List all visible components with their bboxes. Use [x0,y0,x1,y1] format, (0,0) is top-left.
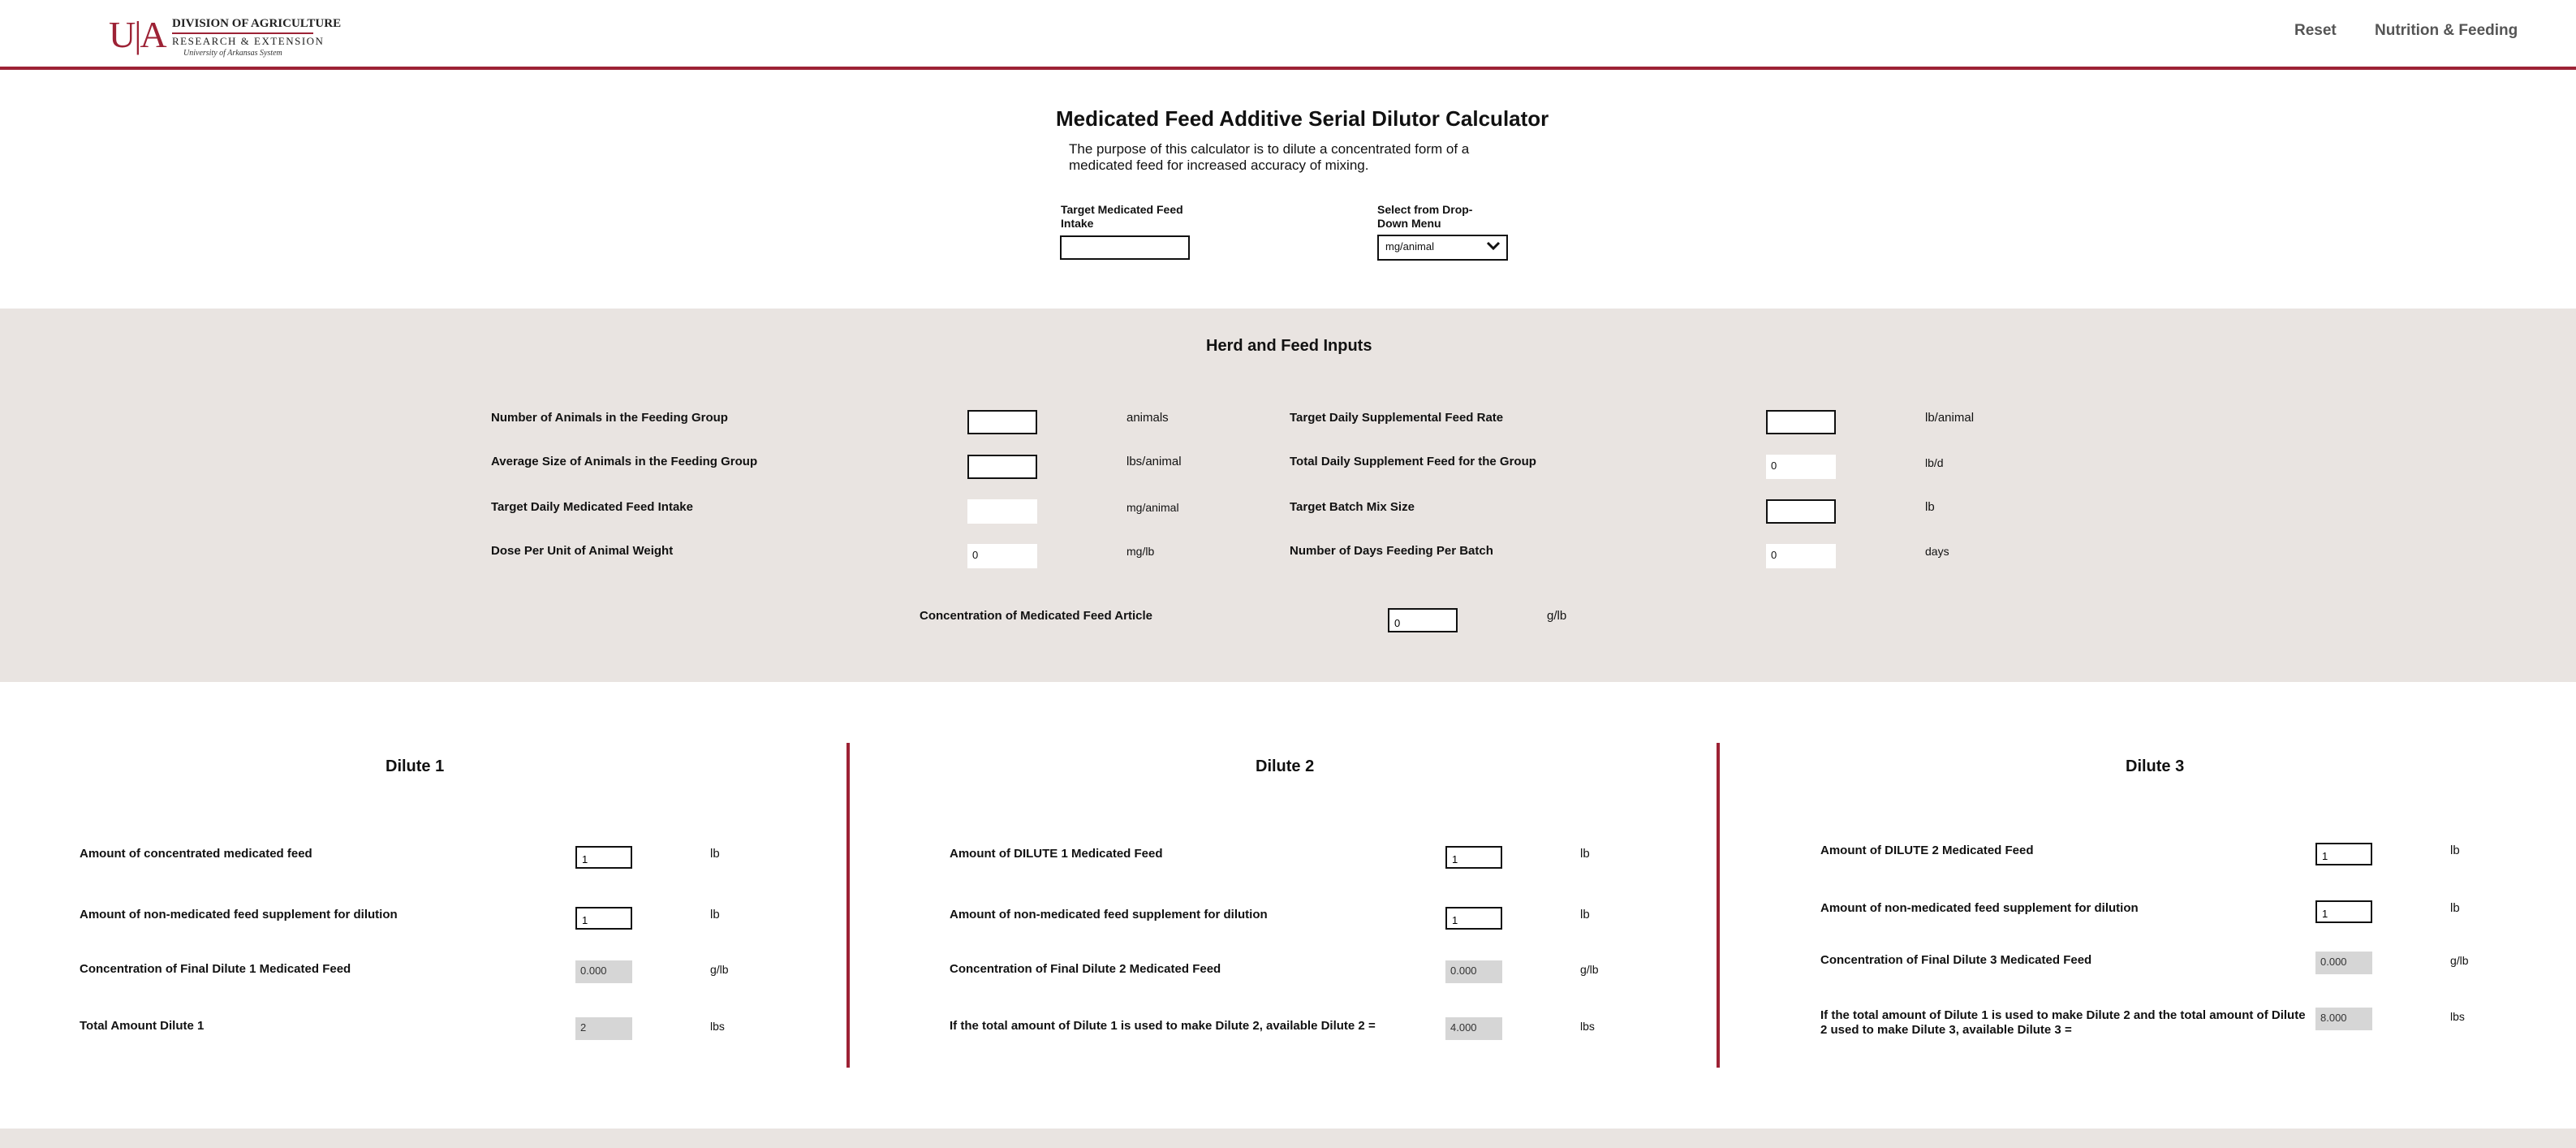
total-supp-unit: lb/d [1925,456,1944,469]
target-intake-label: Target Medicated Feed Intake [1061,203,1183,230]
daily-intake-unit: mg/animal [1126,501,1179,514]
days-per-batch-label: Number of Days Feeding Per Batch [1290,544,1493,558]
daily-intake-value [967,499,1037,524]
dilute-1-concentrated-input[interactable] [575,846,632,869]
dilute-3-dilute2-label: Amount of DILUTE 2 Medicated Feed [1820,844,2034,857]
batch-size-input[interactable] [1766,499,1836,524]
unit-select-value: mg/animal [1385,240,1434,252]
dilute-2-available-value: 4.000 [1445,1017,1502,1040]
dilute-2-title: Dilute 2 [1256,757,1315,775]
dilute-2-concentration-label: Concentration of Final Dilute 2 Medicated Feed [950,962,1221,976]
dilute-3-dilute2-unit: lb [2450,844,2460,857]
target-intake-input[interactable] [1060,235,1190,260]
dilute-3-concentration-unit: g/lb [2450,954,2469,967]
dose-per-weight-value: 0 [967,544,1037,568]
dose-per-weight-label: Dose Per Unit of Animal Weight [491,544,674,558]
avg-size-input[interactable] [967,455,1037,479]
dilute-1-concentration-label: Concentration of Final Dilute 1 Medicated Feed [80,962,351,976]
dilute-2-concentration-unit: g/lb [1580,963,1599,976]
dilute-2-dilute1-unit: lb [1580,847,1590,861]
dilute-divider-2 [1717,743,1720,1068]
dose-per-weight-unit: mg/lb [1126,545,1155,558]
days-per-batch-unit: days [1925,545,1949,558]
dilute-2-nonmedicated-label: Amount of non-medicated feed supplement for dilution [950,908,1268,921]
dilute-1-nonmedicated-label: Amount of non-medicated feed supplement for dilution [80,908,398,921]
total-supp-label: Total Daily Supplement Feed for the Group [1290,455,1536,468]
uada-logo[interactable] [109,14,342,58]
concentration-label: Concentration of Medicated Feed Article [920,609,1152,623]
dilute-3-available-unit: lbs [2450,1010,2465,1023]
supp-rate-input[interactable] [1766,410,1836,434]
footer-bar [0,1129,2576,1148]
dilute-3-available-label: If the total amount of Dilute 1 is used to make Dilute 2 and the total amount of Dilute 2 used to make Dilute 3, available Dilute 3 = [1820,1008,2306,1037]
daily-intake-label: Target Daily Medicated Feed Intake [491,500,693,514]
dilute-1-concentrated-unit: lb [710,847,720,861]
dilute-3-nonmedicated-input[interactable] [2315,900,2372,923]
dilute-1-nonmedicated-input[interactable] [575,907,632,930]
logo-mark: U|A [109,14,166,55]
dilute-1-concentrated-label: Amount of concentrated medicated feed [80,847,312,861]
total-supp-value: 0 [1766,455,1836,479]
supp-rate-unit: lb/animal [1925,411,1975,425]
logo-rule [172,32,313,34]
dilute-2-available-unit: lbs [1580,1020,1595,1033]
dilute-3-nonmedicated-unit: lb [2450,901,2460,915]
herd-feed-panel [0,309,2576,682]
dilute-2-dilute1-label: Amount of DILUTE 1 Medicated Feed [950,847,1163,861]
dilute-1-concentration-value: 0.000 [575,960,632,983]
page-description: The purpose of this calculator is to dilute a concentrated form of a medicated feed for increased accuracy of mixing. [1069,141,1470,173]
num-animals-input[interactable] [967,410,1037,434]
dilute-3-available-value: 8.000 [2315,1008,2372,1030]
concentration-input[interactable] [1388,608,1458,632]
chevron-down-icon [1485,240,1501,252]
unit-select-label: Select from Drop-Down Menu [1377,203,1473,230]
concentration-unit: g/lb [1547,609,1567,623]
batch-size-label: Target Batch Mix Size [1290,500,1415,514]
page-title: Medicated Feed Additive Serial Dilutor Calculator [1056,106,1549,131]
dilute-3-title: Dilute 3 [2126,757,2185,775]
dilute-2-available-label: If the total amount of Dilute 1 is used to make Dilute 2, available Dilute 2 = [950,1019,1376,1033]
logo-division-text: DIVISION OF AGRICULTURE [172,17,342,30]
dilute-1-total-label: Total Amount Dilute 1 [80,1019,205,1033]
avg-size-unit: lbs/animal [1126,455,1182,468]
dilute-3-dilute2-input[interactable] [2315,843,2372,865]
supp-rate-label: Target Daily Supplemental Feed Rate [1290,411,1504,425]
dilute-2-dilute1-input[interactable] [1445,846,1502,869]
num-animals-label: Number of Animals in the Feeding Group [491,411,728,425]
dilute-3-concentration-label: Concentration of Final Dilute 3 Medicated Feed [1820,953,2092,967]
unit-select[interactable] [1377,235,1508,261]
logo-research-text: RESEARCH & EXTENSION [172,35,325,47]
reset-link[interactable]: Reset [2294,22,2337,39]
dilute-1-total-unit: lbs [710,1020,725,1033]
site-header [0,0,2576,70]
nutrition-feeding-link[interactable]: Nutrition & Feeding [2375,22,2518,39]
dilute-2-concentration-value: 0.000 [1445,960,1502,983]
dilute-3-nonmedicated-label: Amount of non-medicated feed supplement for dilution [1820,901,2139,915]
dilute-1-concentration-unit: g/lb [710,963,729,976]
dilute-3-concentration-value: 0.000 [2315,952,2372,974]
avg-size-label: Average Size of Animals in the Feeding Group [491,455,758,468]
num-animals-unit: animals [1126,411,1169,425]
dilute-1-nonmedicated-unit: lb [710,908,720,921]
herd-section-title: Herd and Feed Inputs [1206,337,1372,355]
batch-size-unit: lb [1925,500,1935,514]
dilute-divider-1 [846,743,850,1068]
days-per-batch-value: 0 [1766,544,1836,568]
dilute-1-total-value: 2 [575,1017,632,1040]
dilute-2-nonmedicated-input[interactable] [1445,907,1502,930]
dilute-2-nonmedicated-unit: lb [1580,908,1590,921]
dilute-1-title: Dilute 1 [386,757,445,775]
logo-system-text: University of Arkansas System [183,49,282,58]
